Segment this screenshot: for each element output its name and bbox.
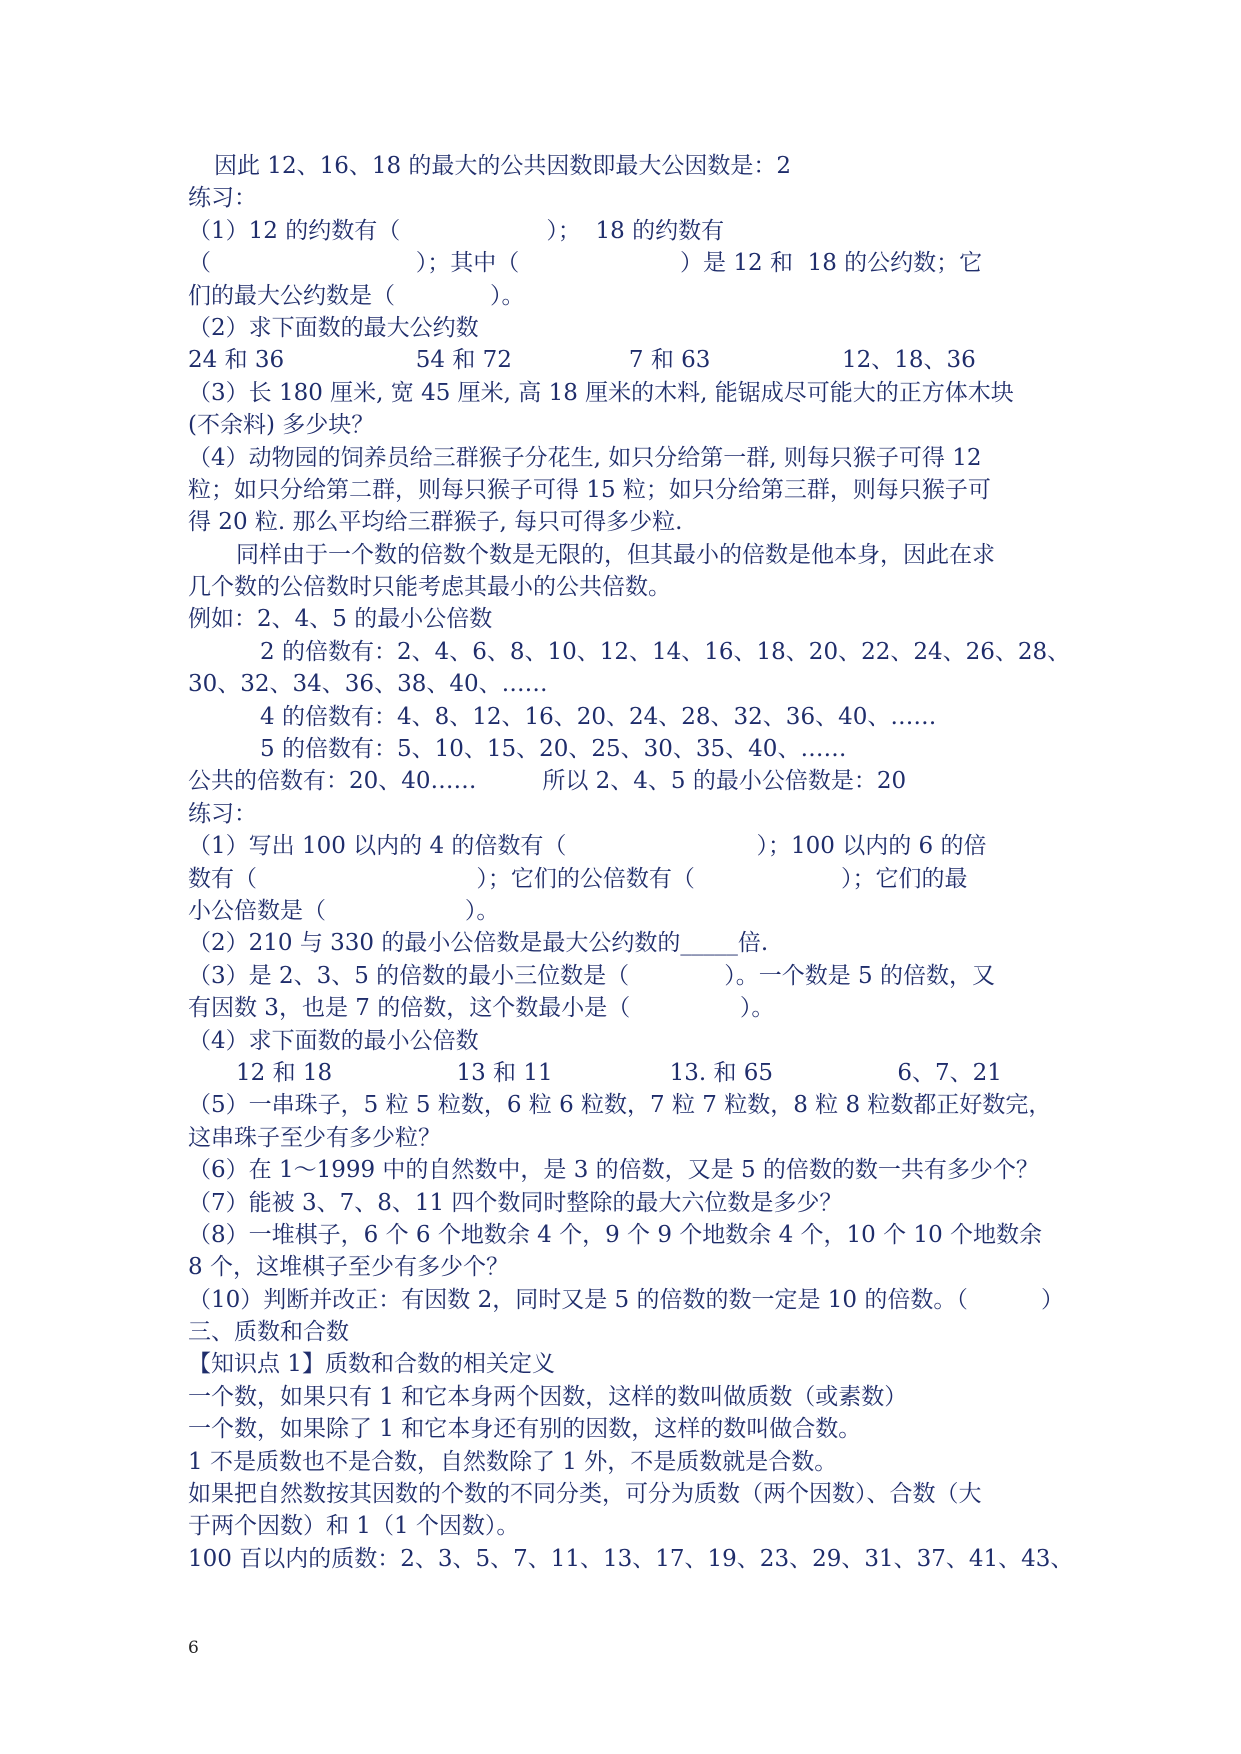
knowledge-point-heading: 【知识点 1】质数和合数的相关定义 bbox=[188, 1351, 555, 1378]
text-line: 练习： bbox=[188, 185, 257, 212]
text-line: 因此 12、16、18 的最大的公共因数即最大公因数是：2 bbox=[214, 153, 792, 179]
text-line: 8 个，这堆棋子至少有多少个？ bbox=[188, 1254, 509, 1281]
text-line: 如果把自然数按其因数的个数的不同分类，可分为质数（两个因数）、合数（大 bbox=[188, 1481, 982, 1508]
section-heading: 三、质数和合数 bbox=[188, 1319, 349, 1346]
text-line: （1）写出 100 以内的 4 的倍数有（ ）；100 以内的 6 的倍 bbox=[188, 833, 987, 860]
text-line: 2 的倍数有：2、4、6、8、10、12、14、16、18、20、22、24、26、28、 bbox=[260, 638, 1071, 665]
text-line: （8）一堆棋子，6 个 6 个地数余 4 个，9 个 9 个地数余 4 个，10 个 10 个地数余 bbox=[188, 1221, 1043, 1248]
text-line: （4）动物园的饲养员给三群猴子分花生, 如只分给第一群, 则每只猴子可得 12 bbox=[188, 444, 982, 471]
text-line: 12 和 18 13 和 11 13. 和 65 6、7、21 bbox=[236, 1059, 1002, 1086]
text-line: （10）判断并改正：有因数 2，同时又是 5 的倍数的数一定是 10 的倍数。（ ） bbox=[188, 1286, 1064, 1313]
text-line: （1）12 的约数有（ ）； 18 的约数有 bbox=[188, 217, 725, 244]
page-body bbox=[188, 150, 1108, 1575]
text-line: 于两个因数）和 1（1 个因数）。 bbox=[188, 1513, 520, 1540]
text-line: 4 的倍数有：4、8、12、16、20、24、28、32、36、40、…… bbox=[260, 703, 937, 730]
text-line: 几个数的公倍数时只能考虑其最小的公共倍数。 bbox=[188, 574, 671, 601]
text-line: 例如：2、4、5 的最小公倍数 bbox=[188, 606, 493, 633]
text-line: （5）一串珠子，5 粒 5 粒数，6 粒 6 粒数，7 粒 7 粒数，8 粒 8 粒数都正好数完， bbox=[188, 1092, 1052, 1119]
text-line: （7）能被 3、7、8、11 四个数同时整除的最大六位数是多少？ bbox=[188, 1189, 843, 1216]
page-number: 6 bbox=[188, 1638, 199, 1658]
text-line: （3）长 180 厘米, 宽 45 厘米, 高 18 厘米的木料, 能锯成尽可能大的正方体木块 bbox=[188, 379, 1014, 406]
text-line: 30、32、34、36、38、40、…… bbox=[188, 671, 548, 698]
text-line: （2）210 与 330 的最小公倍数是最大公约数的_____倍. bbox=[188, 930, 769, 957]
text-line: （ ）；其中（ ）是 12 和 18 的公约数；它 bbox=[188, 250, 983, 277]
text-line: 一个数，如果只有 1 和它本身两个因数，这样的数叫做质数（或素数） bbox=[188, 1383, 908, 1410]
text-line: （4）求下面数的最小公倍数 bbox=[188, 1027, 479, 1054]
text-line: 们的最大公约数是（ ）。 bbox=[188, 282, 525, 309]
text-line: 24 和 36 54 和 72 7 和 63 12、18、36 bbox=[188, 347, 976, 374]
text-line: 5 的倍数有：5、10、15、20、25、30、35、40、…… bbox=[260, 736, 847, 763]
text-line: 公共的倍数有：20、40…… 所以 2、4、5 的最小公倍数是：20 bbox=[188, 768, 907, 795]
text-line: 这串珠子至少有多少粒？ bbox=[188, 1124, 441, 1151]
text-line: 有因数 3，也是 7 的倍数，这个数最小是（ ）。 bbox=[188, 995, 775, 1022]
text-line: （6）在 1～1999 中的自然数中，是 3 的倍数，又是 5 的倍数的数一共有多少个？ bbox=[188, 1157, 1039, 1184]
text-line: 练习： bbox=[188, 800, 257, 827]
text-line: 数有（ ）；它们的公倍数有（ ）；它们的最 bbox=[188, 865, 968, 892]
text-line: 一个数，如果除了 1 和它本身还有别的因数，这样的数叫做合数。 bbox=[188, 1416, 862, 1443]
text-line: 粒；如只分给第二群，则每只猴子可得 15 粒；如只分给第三群，则每只猴子可 bbox=[188, 476, 991, 503]
text-line: 1 不是质数也不是合数，自然数除了 1 外，不是质数就是合数。 bbox=[188, 1448, 838, 1475]
text-line: (不余料) 多少块？ bbox=[188, 412, 375, 439]
text-line: 100 百以内的质数：2、3、5、7、11、13、17、19、23、29、31、37、41、43、 bbox=[188, 1545, 1074, 1572]
text-line: （2）求下面数的最大公约数 bbox=[188, 314, 479, 341]
text-line: 小公倍数是（ ）。 bbox=[188, 897, 500, 924]
text-line: （3）是 2、3、5 的倍数的最小三位数是（ ）。一个数是 5 的倍数，又 bbox=[188, 962, 995, 989]
text-line: 同样由于一个数的倍数个数是无限的，但其最小的倍数是他本身，因此在求 bbox=[236, 541, 995, 568]
text-line: 得 20 粒. 那么平均给三群猴子, 每只可得多少粒. bbox=[188, 509, 683, 536]
